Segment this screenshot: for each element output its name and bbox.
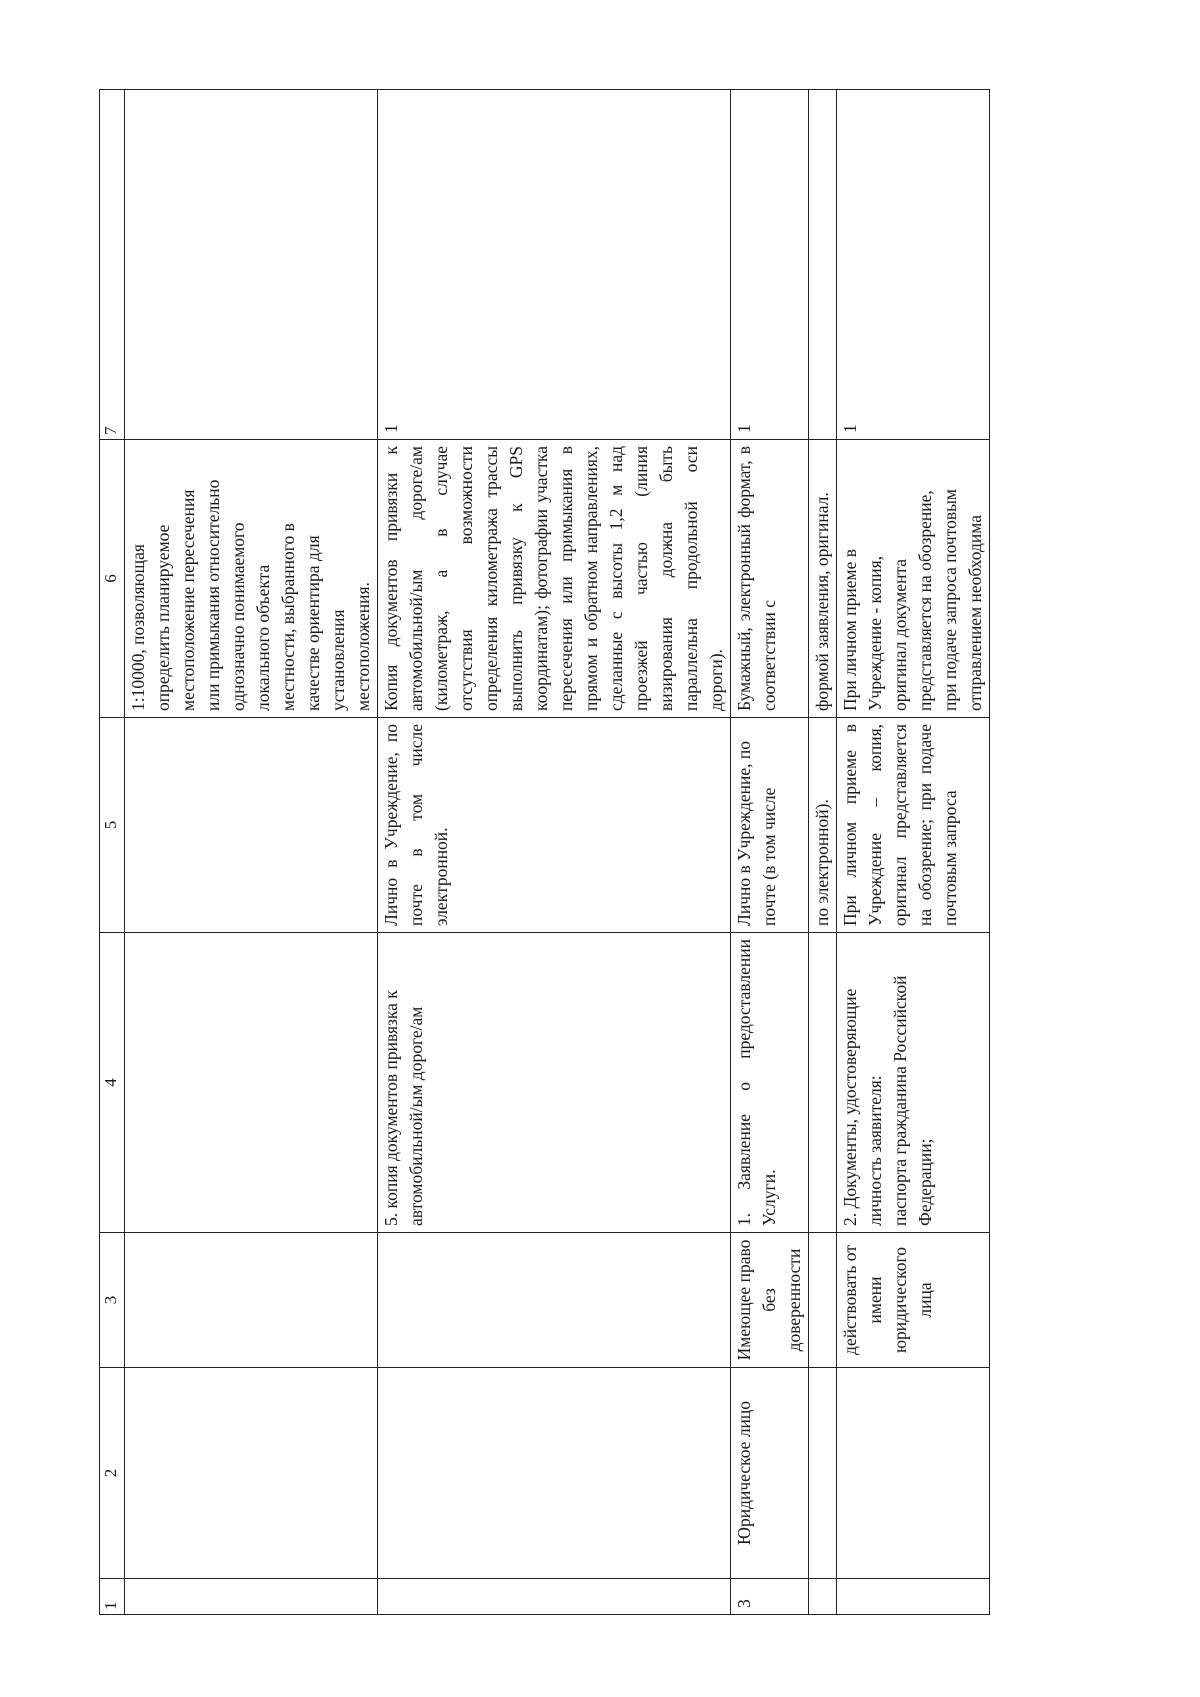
copies-count: 1 [837,90,990,440]
submission-method-continued: по электронной). [809,718,837,933]
copies-count: 1 [731,90,809,440]
table-row [731,90,809,1615]
header-col-1: 1 [100,1579,125,1615]
copies-count: 1 [378,90,731,440]
document-table [99,89,990,1615]
table-cell [378,1579,731,1615]
document-requirements-continued: формой заявления, оригинал. [809,440,837,718]
row-number: 3 [731,1579,809,1615]
submission-method: Лично в Учреждение, по почте (в том числе [731,718,809,933]
table-row [837,90,990,1615]
table-cell [809,933,837,1233]
table-row [378,90,731,1615]
table-cell [809,90,837,440]
header-col-5: 5 [100,718,125,933]
representative-type: Имеющее право без доверенности [731,1233,809,1368]
table-cell [809,1233,837,1368]
table-cell [809,1368,837,1579]
header-col-2: 2 [100,1368,125,1579]
document-name-identity: 2. Документы, удостоверяющие личность заявителя: паспорта гражданина Российской Федерации; [837,933,990,1233]
document-requirements-identity: При личном приеме в Учреждение - копия, оригинал документа представляется на обозрение, при подаче запроса почтовым отправлением необходима [837,440,990,718]
table-cell [125,933,378,1233]
table-cell [125,1368,378,1579]
table-cell [378,1368,731,1579]
table-row [809,90,837,1615]
header-col-7: 7 [100,90,125,440]
terrain-map-requirements: 1:10000, позволяющая определить планируемое местоположение пересечения или примыкания относительно однозначно понимаемого локального объекта местности, выбранного в качестве ориентира для установления местоположения. [125,440,378,718]
table-cell [837,1368,990,1579]
document-name-application: 1. Заявление о предоставлении Услуги. [731,933,809,1233]
header-row [100,90,125,1615]
document-requirements-application: Бумажный, электронный формат, в соответствии с [731,440,809,718]
table-cell [125,718,378,933]
representative-type: действовать от имени юридического лица [837,1233,990,1368]
table-row [125,90,378,1615]
table-cell [378,1233,731,1368]
table-cell [125,90,378,440]
header-col-4: 4 [100,933,125,1233]
table-cell [125,1579,378,1615]
document-requirements-road-binding: Копия документов привязки к автомобильной/ым дороге/ам (километраж, а в случае отсутствия возможности определения километража трассы выполнить привязку к GPS координатам); фотографии участка пересечения или примыкания в прямом и обратном направлениях, сделанные с высоты 1,2 м над проезжей частью (линия визирования должна быть параллельна продольной оси дороги). [378,440,731,718]
rotated-document-page [99,90,1079,1615]
table-cell [125,1233,378,1368]
header-col-3: 3 [100,1233,125,1368]
table-cell [809,1579,837,1615]
table-cell [837,1579,990,1615]
submission-method: При личном приеме в Учреждение – копия, оригинал представляется на обозрение; при подаче почтовым запроса [837,718,990,933]
document-name-road-binding: 5. копия документов привязка к автомобильной/ым дороге/ам [378,933,731,1233]
header-col-6: 6 [100,440,125,718]
applicant-category: Юридическое лицо [731,1368,809,1579]
submission-method: Лично в Учреждение, по почте в том числе электронной. [378,718,731,933]
